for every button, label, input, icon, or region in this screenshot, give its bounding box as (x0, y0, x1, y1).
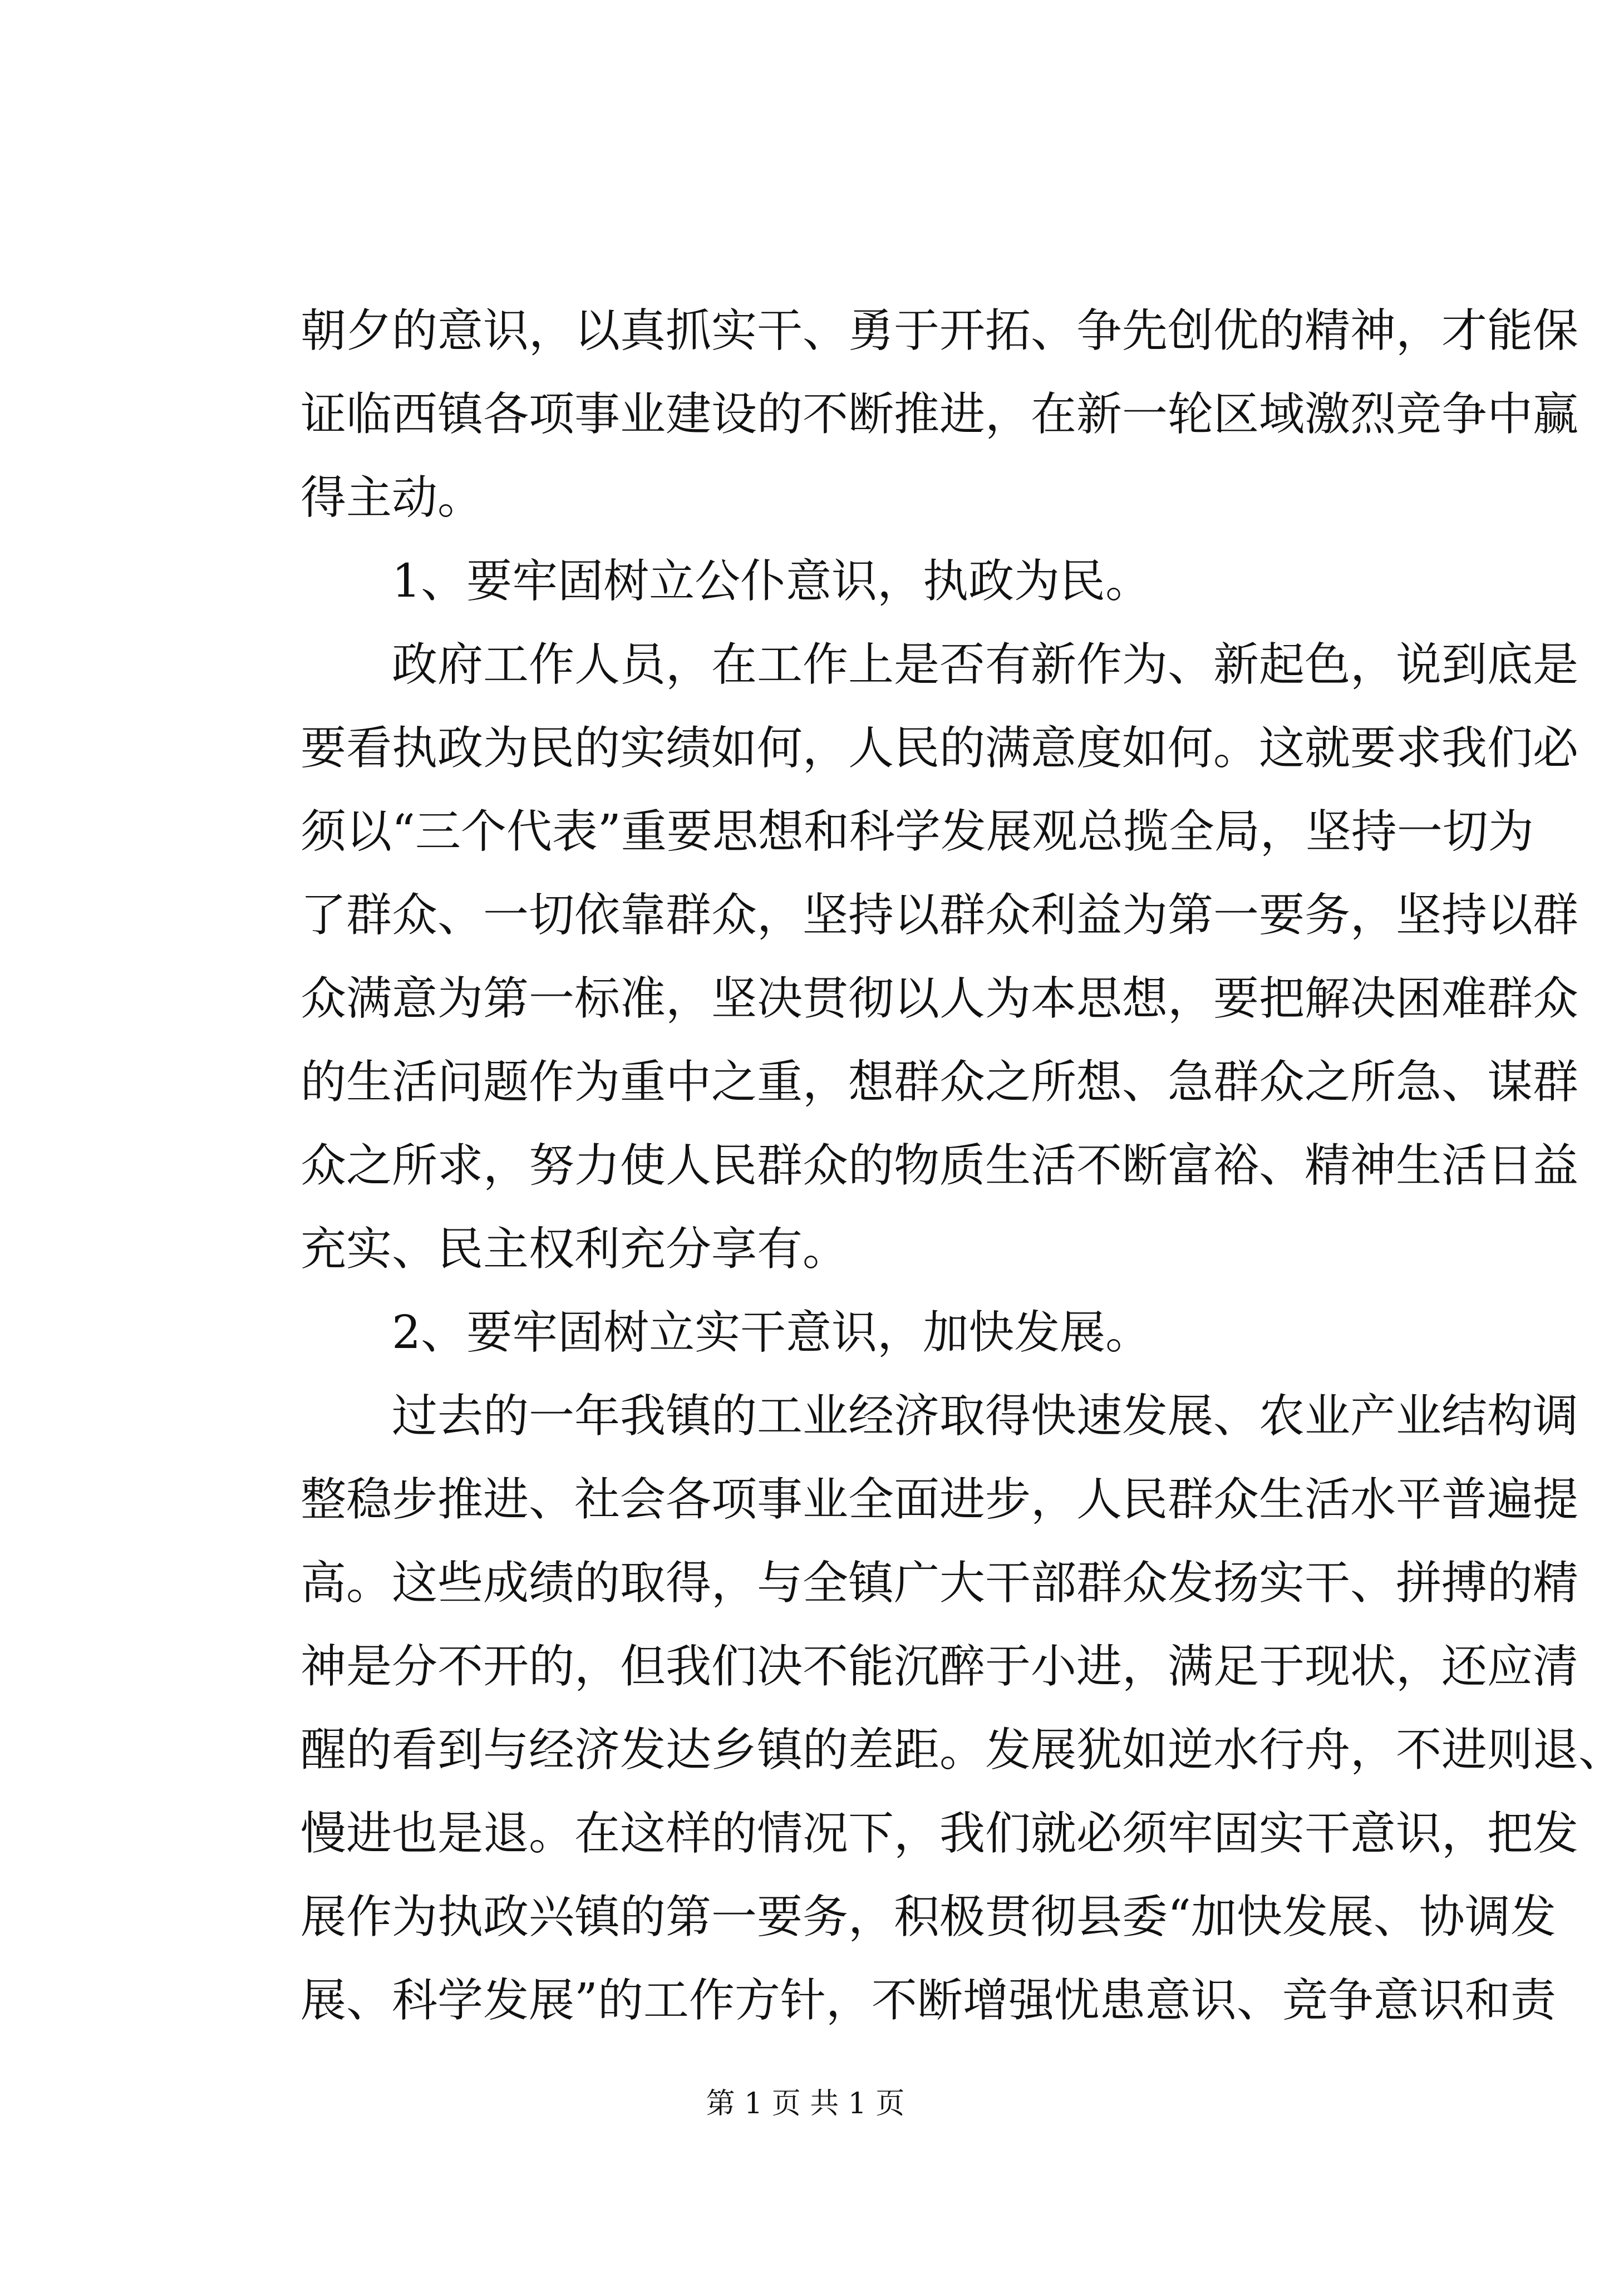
text-line: 得主动。 (301, 471, 484, 524)
text-line: 过去的一年我镇的工业经济取得快速发展、农业产业结构调 (392, 1390, 1579, 1443)
text-line: 展、科学发展”的工作方针，不断增强忧患意识、竞争意识和责 (301, 1974, 1556, 2027)
text-line: 朝夕的意识，以真抓实干、勇于开拓、争先创优的精神，才能保 (301, 304, 1579, 357)
text-line: 整稳步推进、社会各项事业全面进步，人民群众生活水平普遍提 (301, 1473, 1579, 1526)
text-line: 醒的看到与经济发达乡镇的差距。发展犹如逆水行舟，不进则退、 (301, 1724, 1624, 1777)
text-line: 须以“三个代表”重要思想和科学发展观总揽全局，坚持一切为 (301, 805, 1534, 858)
text-line: 证临西镇各项事业建设的不断推进，在新一轮区域激烈竞争中赢 (301, 388, 1579, 441)
text-line: 慢进也是退。在这样的情况下，我们就必须牢固实干意识，把发 (301, 1807, 1579, 1860)
text-line: 2、要牢固树立实干意识，加快发展。 (392, 1306, 1151, 1359)
text-line: 政府工作人员，在工作上是否有新作为、新起色，说到底是 (392, 638, 1579, 691)
text-line: 的生活问题作为重中之重，想群众之所想、急群众之所急、谋群 (301, 1056, 1579, 1109)
text-line: 了群众、一切依靠群众，坚持以群众利益为第一要务，坚持以群 (301, 889, 1579, 942)
page-footer: 第 1 页 共 1 页 (706, 2087, 905, 2120)
text-line: 充实、民主权利充分享有。 (301, 1223, 849, 1276)
text-line: 高。这些成绩的取得，与全镇广大干部群众发扬实干、拼搏的精 (301, 1557, 1579, 1610)
text-line: 神是分不开的，但我们决不能沉醉于小进，满足于现状，还应清 (301, 1640, 1579, 1693)
text-line: 1、要牢固树立公仆意识，执政为民。 (392, 555, 1151, 608)
text-line: 展作为执政兴镇的第一要务，积极贯彻县委“加快发展、协调发 (301, 1891, 1556, 1944)
text-line: 众之所求，努力使人民群众的物质生活不断富裕、精神生活日益 (301, 1139, 1579, 1192)
document-body (301, 289, 1624, 2043)
text-line: 众满意为第一标准，坚决贯彻以人为本思想，要把解决困难群众 (301, 972, 1579, 1025)
text-line: 要看执政为民的实绩如何，人民的满意度如何。这就要求我们必 (301, 722, 1579, 775)
